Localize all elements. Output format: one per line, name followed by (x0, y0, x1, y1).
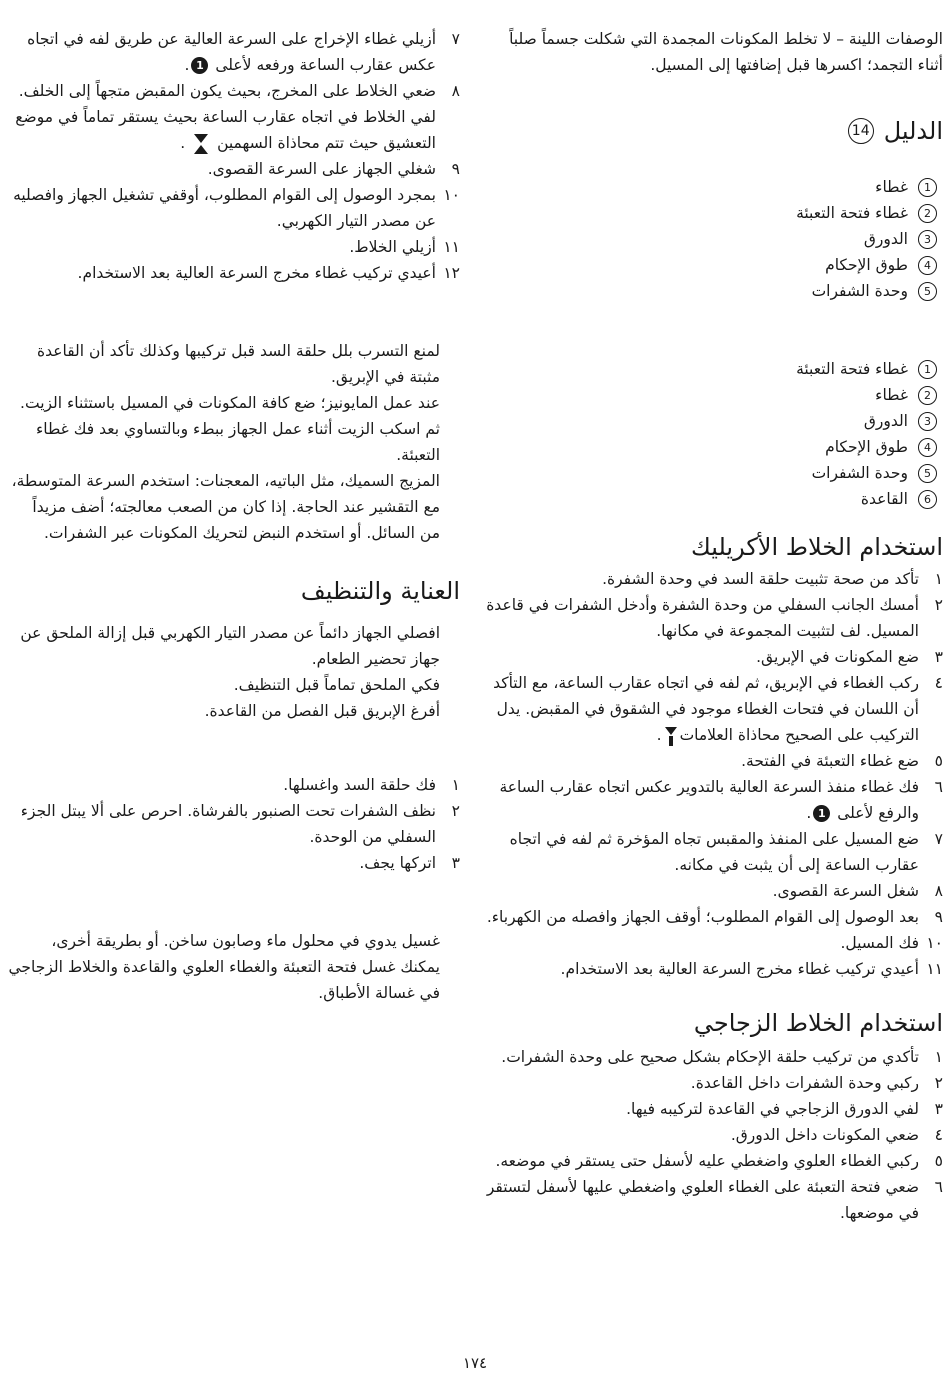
tip-paragraph: لمنع التسرب بلل حلقة السد قبل تركيبها وكذلك تأكد أن القاعدة مثبتة في الإبريق. (36, 342, 440, 386)
step-item: ٧ أزيلي غطاء الإخراج على السرعة العالية عن طريق لفه في اتجاه عكس عقارب الساعة ورفعه لأعلى 1. (8, 26, 460, 78)
glass-steps (486, 1044, 943, 1226)
step-number: ٥ (934, 1152, 943, 1170)
step-text: ركبي الغطاء العلوي واضغطي عليه لأسفل حتى يستقر في موضعه. (495, 1152, 919, 1170)
parts-label: غطاء (875, 386, 908, 404)
step-number: ١ (934, 570, 943, 588)
step-item (486, 1070, 943, 1096)
parts-item (486, 434, 937, 460)
step-number: ١ (451, 776, 460, 794)
steps-continued (8, 26, 460, 286)
step-item: ٨ ضعي الخلاط على المخرج، بحيث يكون المقبض متجهاً إلى الخلف. لفي الخلاط في اتجاه عقارب الساعة بحيث يستقر تماماً في موضع التعشيق حيث تتم محاذاة السهمين . (8, 78, 460, 156)
acrylic-steps (486, 566, 943, 982)
step-text: تأكد من صحة تثبيت حلقة السد في وحدة الشفرة. (602, 570, 919, 588)
parts-label: طوق الإحكام (825, 438, 908, 456)
step-item (486, 592, 943, 644)
step-number: ٤ (934, 674, 943, 692)
parts-list-a (486, 174, 943, 304)
step-number: ١ (934, 1048, 943, 1066)
step-number: ٢ (934, 596, 943, 614)
step-number: ٣ (451, 854, 460, 872)
intro-paragraph: الوصفات اللينة – لا تخلط المكونات المجمدة التي شكلت جسماً صلباً أثناء التجمد؛ اكسرها قبل إضافتها إلى المسيل. (509, 30, 943, 74)
parts-item (486, 408, 937, 434)
step-number: ٧ (934, 830, 943, 848)
parts-number: 6 (918, 490, 937, 509)
step-number: ٩ (451, 160, 460, 178)
step-text: ضع غطاء التعبئة في الفتحة. (741, 752, 919, 770)
step-number: ٣ (934, 648, 943, 666)
step-item (8, 798, 460, 850)
step-text: أمسك الجانب السفلي من وحدة الشفرة وأدخل الشفرات في قاعدة المسيل. لف لتثبيت المجموعة في مكانها. (486, 596, 919, 640)
step-item (8, 156, 460, 182)
tips-block (8, 338, 460, 546)
spacer (8, 724, 460, 772)
tip-paragraph: عند عمل المايونيز؛ ضع كافة المكونات في المسيل باستثناء الزيت. ثم اسكب الزيت أثناء عمل الجهاز ببطء وبالتساوي بعد فك غطاء التعبئة. (20, 394, 440, 464)
step-text: لفي الدورق الزجاجي في القاعدة لتركيبه فيها. (626, 1100, 919, 1118)
parts-number: 5 (918, 282, 937, 301)
guide-heading (486, 116, 943, 146)
parts-item (486, 200, 937, 226)
parts-number: 3 (918, 230, 937, 249)
parts-label: الدورق (863, 230, 908, 248)
step-item (486, 878, 943, 904)
parts-label: القاعدة (860, 490, 908, 508)
step-text: أعيدي تركيب غطاء مخرج السرعة العالية بعد الاستخدام. (560, 960, 919, 978)
parts-number: 2 (918, 386, 937, 405)
spacer (8, 286, 460, 338)
step-text: تأكدي من تركيب حلقة الإحكام بشكل صحيح على وحدة الشفرات. (501, 1048, 919, 1066)
step-number: ٧ (451, 30, 460, 48)
parts-label: غطاء فتحة التعبئة (796, 204, 908, 222)
acrylic-heading: استخدام الخلاط الأكريليك (691, 533, 943, 561)
parts-label: غطاء (875, 178, 908, 196)
parts-number: 1 (918, 178, 937, 197)
step-text: بعد الوصول إلى القوام المطلوب؛ أوقف الجهاز وافصله من الكهرباء. (486, 908, 919, 926)
step-number: ٦ (934, 778, 943, 796)
parts-label: غطاء فتحة التعبئة (796, 360, 908, 378)
parts-label: طوق الإحكام (825, 256, 908, 274)
step-item (486, 644, 943, 670)
care-block (8, 620, 460, 724)
step-text: فك غطاء منفذ السرعة العالية بالتدوير عكس اتجاه عقارب الساعة والرفع لأعلى (499, 778, 919, 822)
parts-number: 3 (918, 412, 937, 431)
right-column (486, 0, 943, 1226)
spacer (8, 876, 460, 928)
parts-number: 1 (918, 360, 937, 379)
step-item (8, 182, 460, 234)
step-item (486, 904, 943, 930)
step-item (486, 1148, 943, 1174)
step-item (486, 748, 943, 774)
parts-item (486, 356, 937, 382)
care-paragraph: فكي الملحق تماماً قبل التنظيف. (233, 676, 440, 694)
step-item (486, 1096, 943, 1122)
parts-list-b (486, 356, 943, 512)
step-item (486, 930, 943, 956)
step-number: ١٢ (443, 264, 460, 282)
parts-item (486, 486, 937, 512)
step-item (486, 956, 943, 982)
step-number: ١٠ (443, 186, 460, 204)
spacer (486, 304, 943, 356)
parts-label: الدورق (863, 412, 908, 430)
step-text: ضع المسيل على المنفذ والمقبس تجاه المؤخرة ثم لفه في اتجاه عقارب الساعة إلى أن يثبت في مكانه. (509, 830, 919, 874)
parts-item (486, 382, 937, 408)
wash-note: غسيل يدوي في محلول ماء وصابون ساخن. أو بطريقة أخرى، يمكنك غسل فتحة التعبئة والغطاء العلوي والقاعدة والخلاط الزجاجي في غسالة الأطباق. (8, 932, 440, 1002)
step-item: ٦ فك غطاء منفذ السرعة العالية بالتدوير عكس اتجاه عقارب الساعة والرفع لأعلى 1. (486, 774, 943, 826)
step-item: ٤ ركب الغطاء في الإبريق، ثم لفه في اتجاه عقارب الساعة، مع التأكد أن اللسان في فتحات الغطاء موجود في الشقوق في المقبض. يدل التركيب على الصحيح محاذاة العلامات. (486, 670, 943, 748)
parts-label: وحدة الشفرات (811, 464, 908, 482)
parts-item (486, 226, 937, 252)
step-item (486, 826, 943, 878)
hourglass-arrows-icon (193, 133, 209, 155)
step-number: ٣ (934, 1100, 943, 1118)
care-paragraph: افصلي الجهاز دائماً عن مصدر التيار الكهربي قبل إزالة الملحق عن جهاز تحضير الطعام. (20, 624, 440, 668)
step-number: ٩ (934, 908, 943, 926)
step-item (486, 1174, 943, 1226)
page-number: ١٧٤ (462, 1354, 488, 1372)
step-text: ركبي وحدة الشفرات داخل القاعدة. (690, 1074, 919, 1092)
step-number: ٢ (934, 1074, 943, 1092)
care-heading: العناية والتنظيف (300, 577, 460, 605)
wash-block (8, 928, 460, 1006)
step-text: فك حلقة السد واغسلها. (283, 776, 436, 794)
step-text: بمجرد الوصول إلى القوام المطلوب، أوقفي تشغيل الجهاز وافصليه عن مصدر التيار الكهربي. (13, 186, 436, 230)
parts-number: 5 (918, 464, 937, 483)
alignment-marks-icon (665, 725, 677, 747)
left-column (8, 0, 460, 1006)
step-number: ١١ (443, 238, 460, 256)
parts-item (486, 174, 937, 200)
parts-item (486, 460, 937, 486)
step-text: ضعي الخلاط على المخرج، بحيث يكون المقبض متجهاً إلى الخلف. لفي الخلاط في اتجاه عقارب الساعة بحيث يستقر تماماً في موضع التعشيق حيث تتم محاذاة السهمين (15, 82, 436, 152)
step-text: ضعي المكونات داخل الدورق. (730, 1126, 919, 1144)
step-text: ضع المكونات في الإبريق. (756, 648, 919, 666)
parts-number: 4 (918, 256, 937, 275)
step-text: ركب الغطاء في الإبريق، ثم لفه في اتجاه عقارب الساعة، مع التأكد أن اللسان في فتحات الغطاء موجود في الشقوق في المقبض. يدل التركيب على الصحيح محاذاة العلامات (493, 674, 919, 744)
step-text: أزيلي الخلاط. (349, 238, 436, 256)
tip-paragraph: المزيج السميك، مثل الباتيه، المعجنات: استخدم السرعة المتوسطة، مع التقشير عند الحاجة. إذا كان من الصعب معالجته؛ أضف مزيداً من السائل. أو استخدم النبض لتحريك المكونات عبر الشفرات. (11, 472, 440, 542)
guide-title: الدليل (883, 117, 943, 145)
step-number: ٦ (934, 1178, 943, 1196)
glass-heading: استخدام الخلاط الزجاجي (693, 1009, 943, 1037)
step-number: ١٠ (926, 934, 943, 952)
step-text: نظف الشفرات تحت الصنبور بالفرشاة. احرص على ألا يبتل الجزء السفلي من الوحدة. (20, 802, 436, 846)
step-text: ضعي فتحة التعبئة على الغطاء العلوي واضغطي عليها لأسفل لتستقر في موضعها. (486, 1178, 919, 1222)
step-number: ١١ (926, 960, 943, 978)
step-number: ٤ (934, 1126, 943, 1144)
step-text: شغل السرعة القصوى. (772, 882, 919, 900)
parts-label: وحدة الشفرات (811, 282, 908, 300)
parts-number: 4 (918, 438, 937, 457)
care-paragraph: أفرغ الإبريق قبل الفصل من القاعدة. (204, 702, 440, 720)
step-item (486, 566, 943, 592)
step-number: ٥ (934, 752, 943, 770)
step-item (486, 1044, 943, 1070)
step-item (8, 234, 460, 260)
parts-item (486, 278, 937, 304)
parts-number: 2 (918, 204, 937, 223)
step-number: ٨ (934, 882, 943, 900)
guide-number-circle: 14 (848, 118, 874, 144)
step-text: أعيدي تركيب غطاء مخرج السرعة العالية بعد الاستخدام. (77, 264, 436, 282)
step-text: فك المسيل. (840, 934, 919, 952)
step-item (8, 850, 460, 876)
care-steps (8, 772, 460, 876)
step-text: شغلي الجهاز على السرعة القصوى. (207, 160, 436, 178)
step-item (8, 772, 460, 798)
step-number: ٢ (451, 802, 460, 820)
step-text: أزيلي غطاء الإخراج على السرعة العالية عن طريق لفه في اتجاه عكس عقارب الساعة ورفعه لأعلى (27, 30, 436, 74)
step-item (486, 1122, 943, 1148)
step-text: اتركها يجف. (359, 854, 436, 872)
marker-one-icon: 1 (191, 57, 208, 74)
parts-item (486, 252, 937, 278)
marker-one-icon: 1 (813, 805, 830, 822)
step-item (8, 260, 460, 286)
step-number: ٨ (451, 82, 460, 100)
